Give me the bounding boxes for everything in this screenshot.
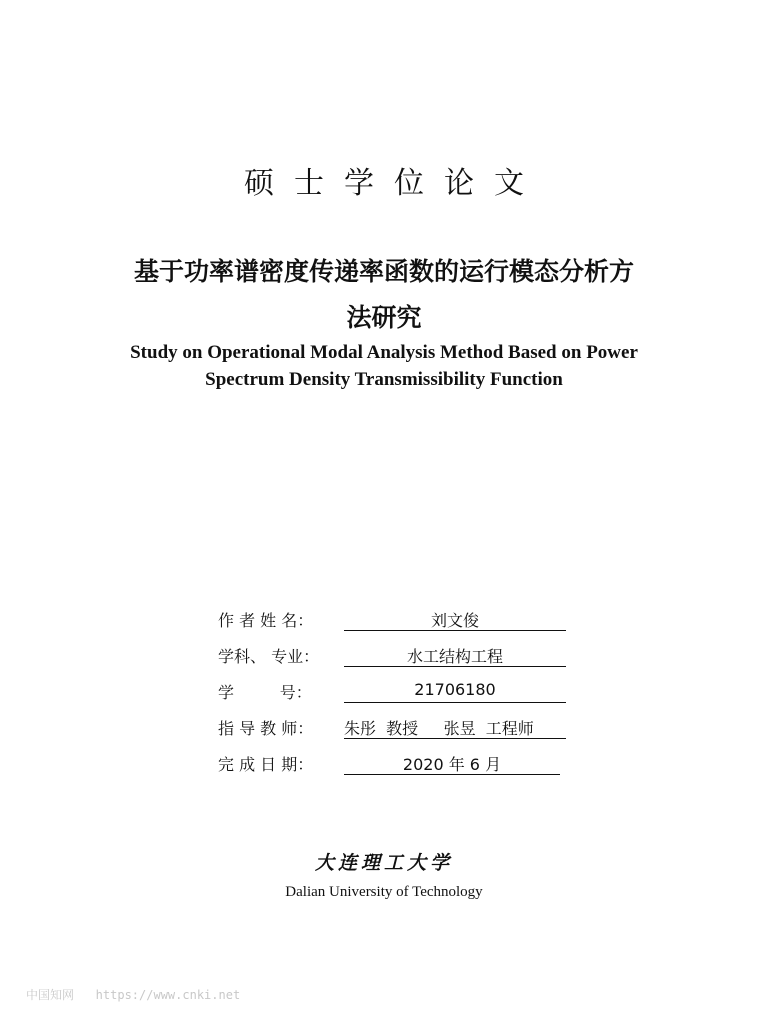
advisor-label: 指 导 教 师：	[218, 719, 314, 738]
university-name-cn: 大连理工大学	[314, 852, 453, 874]
student-id-label: 学 号：	[218, 683, 312, 702]
thesis-info-block	[218, 606, 578, 786]
thesis-title-cn-line1: 基于功率谱密度传递率函数的运行模态分析方	[133, 257, 634, 286]
author-value: 刘文俊	[344, 608, 566, 631]
major-row	[218, 642, 578, 678]
author-row	[218, 606, 578, 642]
student-id-row	[218, 678, 578, 714]
student-id-value: 21706180	[344, 680, 566, 703]
thesis-title-en-line1: Study on Operational Modal Analysis Method Based on Power	[130, 342, 638, 363]
major-label: 学科、 专业：	[218, 647, 320, 666]
degree-title: 硕士学位论文	[244, 166, 544, 201]
completion-date-label: 完 成 日 期：	[218, 755, 314, 774]
thesis-title-en-line2: Spectrum Density Transmissibility Function	[205, 369, 563, 390]
university-name-en: Dalian University of Technology	[285, 884, 483, 900]
advisor-row	[218, 714, 578, 750]
thesis-title-cn-line2: 法研究	[346, 303, 422, 332]
completion-date-value: 2020 年 6 月	[344, 752, 560, 775]
major-value: 水工结构工程	[344, 644, 566, 667]
advisor-value: 朱彤 教授 张昱 工程师	[344, 716, 566, 739]
author-label: 作 者 姓 名：	[218, 611, 314, 630]
cnki-watermark: 中国知网 https://www.cnki.net	[26, 988, 241, 1002]
completion-date-row	[218, 750, 578, 786]
